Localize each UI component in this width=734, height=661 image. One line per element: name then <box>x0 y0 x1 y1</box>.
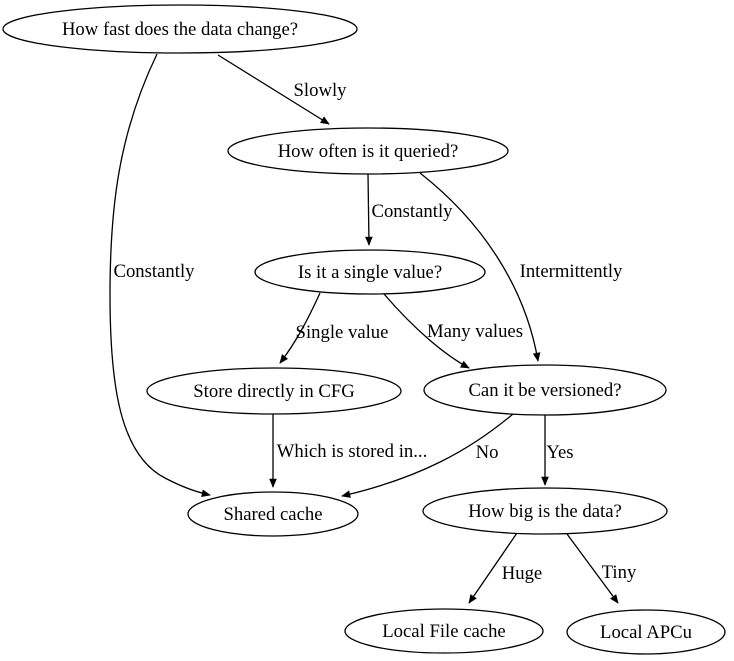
edge-label-constantly-left: Constantly <box>113 261 195 282</box>
node-single-value-label: Is it a single value? <box>297 262 443 283</box>
edge-label-many-values: Many values <box>426 321 524 342</box>
edge-label-intermittently: Intermittently <box>519 261 623 282</box>
node-shared-cache-label: Shared cache <box>223 504 323 525</box>
edge-label-yes: Yes <box>546 442 574 463</box>
edge-label-which-stored: Which is stored in... <box>276 441 428 462</box>
edge-label-single-value: Single value <box>295 322 389 343</box>
node-local-file <box>345 609 543 653</box>
node-how-often-label: How often is it queried? <box>277 141 459 162</box>
node-local-file-label: Local File cache <box>382 621 506 642</box>
node-local-apcu-label: Local APCu <box>600 622 692 643</box>
edge-constantly-mid <box>368 174 369 245</box>
node-store-cfg-label: Store directly in CFG <box>193 381 355 402</box>
node-how-fast-label: How fast does the data change? <box>61 19 299 40</box>
edge-label-tiny: Tiny <box>601 562 637 583</box>
edge-label-constantly-mid: Constantly <box>371 201 453 222</box>
edge-label-no: No <box>475 442 499 463</box>
node-single-value <box>255 250 485 294</box>
node-versioned <box>424 365 666 415</box>
node-store-cfg <box>147 368 401 414</box>
edge-label-slowly: Slowly <box>293 80 347 101</box>
node-shared-cache <box>188 492 358 536</box>
node-how-big-label: How big is the data? <box>468 501 622 522</box>
node-how-fast <box>3 5 357 53</box>
node-how-often <box>228 128 508 174</box>
node-how-big <box>423 488 667 534</box>
node-local-apcu <box>567 610 725 654</box>
node-versioned-label: Can it be versioned? <box>468 380 622 401</box>
edge-label-huge: Huge <box>501 563 543 584</box>
